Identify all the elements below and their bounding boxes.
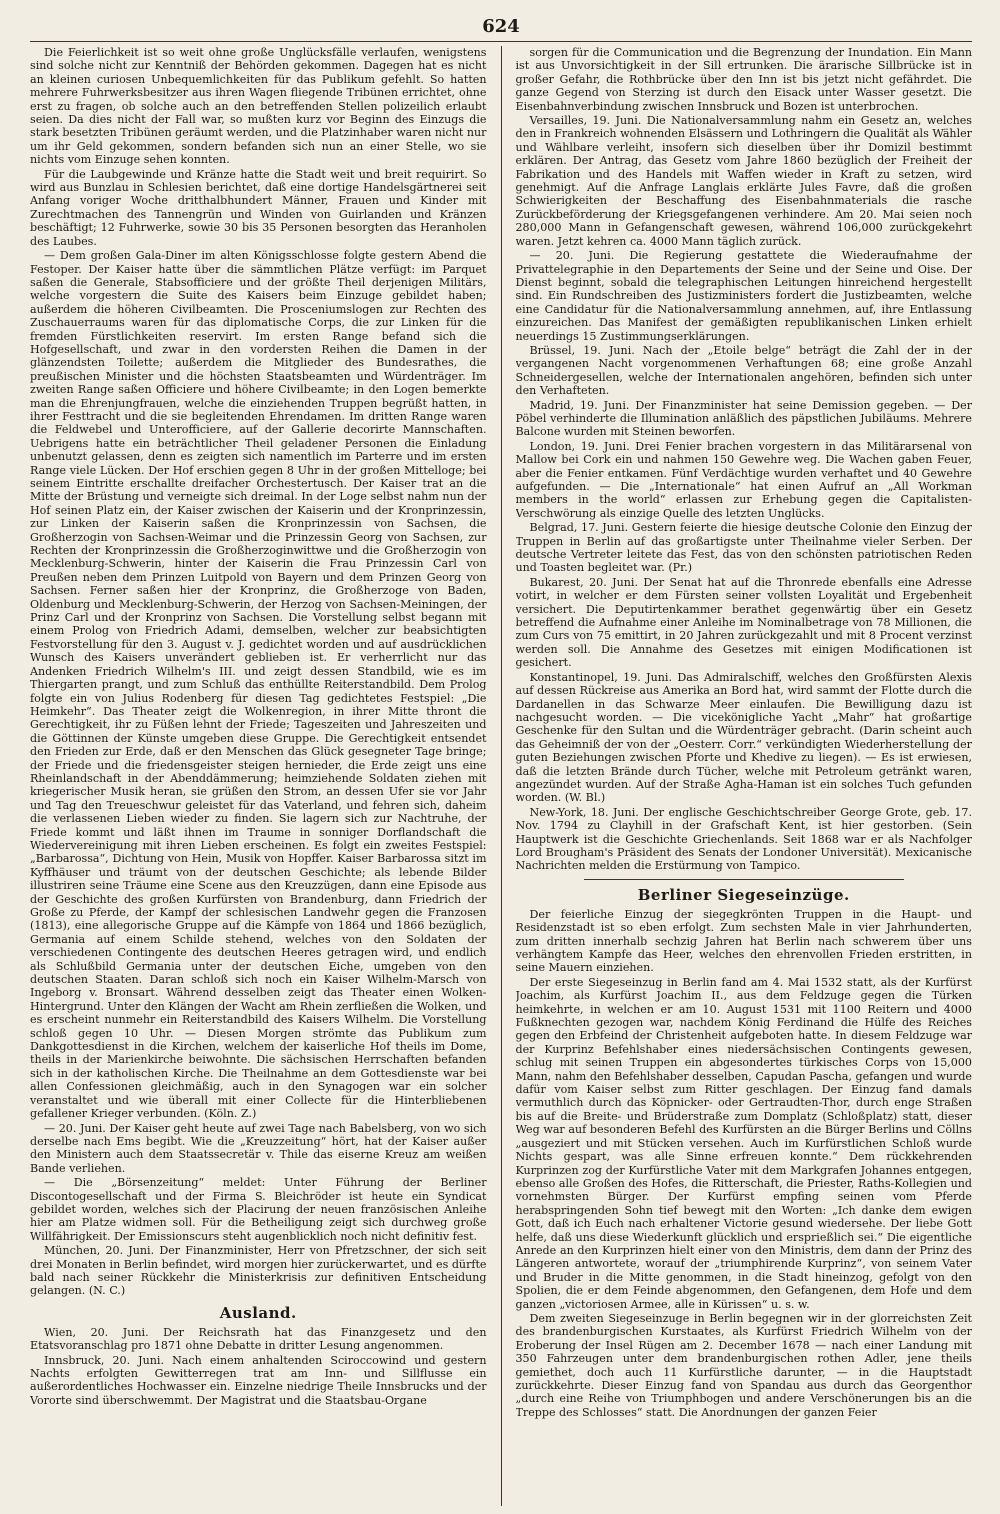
column-divider [501,46,502,1506]
article-paragraph: Brüssel, 19. Juni. Nach der „Etoile belge“ beträgt die Zahl der in der vergangenen Nacht vorgenommenen Verhaftungen 68; eine große Anzahl Schneidergesellen, welche der Internationalen angehören, befinden sich unter den Verhafteten. [515,343,972,398]
article-paragraph: Die Feierlichkeit ist so weit ohne große Unglücksfälle verlaufen, wenigstens sind solche nicht zur Kenntniß der Behörden gekommen. Dagegen hat es nicht an kleinen curiosen Unbequemlichkeiten für das Publikum gefehlt. So hatten mehrere Fuhrwerksbesitzer aus ihren Wagen fliegende Tribünen errichtet, ohne erst zu fragen, ob solche auch an den betreffenden Stellen polizeilich erlaubt seien. Da dies nicht der Fall war, so mußten kurz vor Beginn des Einzugs die stark besetzten Tribünen geräumt werden, und die Platzinhaber waren nicht nur um ihr Geld gekommen, sondern befanden sich nun an einer Stelle, wo sie nichts vom Einzuge sehen konnten. [30,46,487,167]
article-paragraph: — 20. Juni. Der Kaiser geht heute auf zwei Tage nach Babelsberg, von wo sich derselbe nach Ems begibt. Wie die „Kreuzzeitung“ hört, hat der Kaiser außer den Ministern auch dem Staatssecretär v. Thile das eiserne Kreuz am weißen Bande verliehen. [30,1121,487,1175]
article-paragraph: — Die „Börsenzeitung“ meldet: Unter Führung der Berliner Discontogesellschaft und der Firma S. Bleichröder ist heute ein Syndicat gebildet worden, welches sich der Placirung der neuen französischen Anleihe hier am Platze widmen soll. Für die Betheiligung zeigt sich durchweg große Willfährigkeit. Der Emissionscurs steht augenblicklich noch nicht definitiv fest. [30,1176,487,1243]
article-paragraph: Für die Laubgewinde und Kränze hatte die Stadt weit und breit requirirt. So wird aus Bunzlau in Schlesien berichtet, daß eine dortige Handelsgärtnerei seit Anfang voriger Woche dritthalbhundert Männer, Frauen und Kinder mit Zurechtmachen des Tannengrün und Winden von Guirlanden und Kränzen beschäftigt; 12 Fuhrwerke, sowie 30 bis 35 Personen besorgten das Heranholen des Laubes. [30,167,487,248]
article-paragraph: Konstantinopel, 19. Juni. Das Admiralschiff, welches den Großfürsten Alexis auf dessen Rückreise aus Amerika an Bord hat, wird sammt der Flotte durch die Dardanellen in das Schwarze Meer einlaufen. Die Bewilligung dazu ist nachgesucht worden. — Die vicekönigliche Yacht „Mahr“ hat großartige Geschenke für den Sultan und die Würdenträger gebracht. (Darin scheint auch das Geheimniß der von der „Oesterr. Corr.“ verkündigten Wiederherstellung der guten Beziehungen zwischen Pforte und Khedive zu liegen). — Es ist erwiesen, daß die letzten Brände durch Tücher, welche mit Petroleum getränkt waren, angezündet wurden. Auf der Straße Agha-Haman ist ein solches Tuch gefunden worden. (W. Bl.) [515,670,972,805]
article-paragraph: Innsbruck, 20. Juni. Nach einem anhaltenden Sciroccowind und gestern Nachts erfolgten Gewitterregen trat am Inn- und Sillflusse ein außerordentliches Hochwasser ein. Einzelne niedrige Theile Innsbrucks und der Vororte sind überschwemmt. Der Magistrat und die Staatsbau-Organe [30,1353,487,1407]
article-paragraph: Belgrad, 17. Juni. Gestern feierte die hiesige deutsche Colonie den Einzug der Truppen in Berlin auf das großartigste unter Theilnahme vieler Serben. Der deutsche Vertreter leitete das Fest, das von den schönsten patriotischen Reden und Toasten begleitet war. (Pr.) [515,521,972,575]
article-paragraph: Der feierliche Einzug der siegegkrönten Truppen in die Haupt- und Residenzstadt ist so eben erfolgt. Zum sechsten Male in vier Jahrhunderten, zum dritten innerhalb sechzig Jahren hat Berlin nach schwerem über uns verhängtem Kampfe das Heer, welches den ehrenvollen Frieden erstritten, in seine Mauern einziehen. [515,907,972,975]
page-number: 624 [482,16,520,37]
article-paragraph: London, 19. Juni. Drei Fenier brachen vorgestern in das Militärarsenal von Mallow bei Cork ein und nahmen 150 Gewehre weg. Die Wachen gaben Feuer, aber die Fenier entkamen. Fünf Verdächtige wurden verhaftet und 40 Gewehre aufgefunden. — Die „Internationale“ hat einen Aufruf an „All Workman members in the world“ erlassen zur Erhebung gegen die Capitalisten-Verschwörung als einzige Quelle des letzten Unglücks. [515,439,972,520]
article-paragraph: München, 20. Juni. Der Finanzminister, Herr von Pfretzschner, der sich seit drei Monaten in Berlin befindet, wird morgen hier zurückerwartet, und es dürfte bald nach seiner Rückkehr die Ministerkrisis zur definitiven Entscheidung gelangen. (N. C.) [30,1244,487,1298]
section-heading-siegeseinzuege: Berliner Siegeseinzüge. [637,885,850,904]
columns [30,46,972,1506]
article-paragraph: Der erste Siegeseinzug in Berlin fand am 4. Mai 1532 statt, als der Kurfürst Joachim, als Kurfürst Joachim II., aus dem Feldzuge gegen die Türken heimkehrte, in welchen er am 10. August 1531 mit 1100 Reitern und 4000 Fußknechten gezogen war, nachdem König Ferdinand die Hülfe des Reiches gegen den Erbfeind der Christenheit aufgeboten hatte. In diesem Feldzuge war der Kurprinz Befehlshaber eines niedersächsischen Contingents gewesen, schlug mit seinen Truppen ein abgesondertes türkisches Corps von 15,000 Mann, nahm den Befehlshaber desselben, Capudan Pascha, gefangen und wurde dafür vom Kaiser selbst zum Ritter geschlagen. Der Einzug fand damals vermuthlich durch das Köpnicker- oder Gertraudten-Thor, durch enge Straßen bis auf die Breite- und Brüderstraße zum Domplatz (Schloßplatz) statt, dieser Weg war auf besonderen Befehl des Kurfürsten an die Bürger Berlins und Cöllns „ausgeziert und mit Stücken versehen. Auch im Kurfürstlichen Schloß wurde Nichts gespart, was alle Sinne erfreuen konnte.“ Dem rückkehrenden Kurprinzen zog der Kurfürstliche Vater mit dem Markgrafen Johannes entgegen, ebenso alle Großen des Hofes, die Ritterschaft, die Priester, Raths-Kollegien und vornehmsten Bürger. Der Kurfürst empfing seinen vom Pferde herabspringenden Sohn tief bewegt mit den Worten: „Ich danke dem ewigen Gott, daß ich Euch nach erhaltener Victorie gesund wiedersehe. Der liebe Gott helfe, daß uns diese Wiederkunft glücklich und ersprießlich sei.“ Die eigentliche Anrede an den Kurprinzen hielt einer von den Ministris, dem dann der Prinz des Längeren antwortete, worauf der „triumphirende Kurprinz“, von seinem Vater und Bruder in die Mitte genommen, in die Stadt hineinzog, gefolgt von den Spolien, die er dem Feinde abgenommen, den Gefangenen, dem Hofe und dem ganzen „victoriosen Armee, alle in Kürissen“ u. s. w. [515,975,972,1311]
article-paragraph: sorgen für die Communication und die Begrenzung der Inundation. Ein Mann ist aus Unvorsichtigkeit in der Sill ertrunken. Die ärarische Sillbrücke ist in großer Gefahr, die Rothbrücke über den Inn ist bis jetzt nicht gefährdet. Die ganze Gegend von Sterzing ist durch den Eisack unter Wasser gesetzt. Die Eisenbahnverbindung zwischen Innsbruck und Bozen ist unterbrochen. [515,46,972,113]
section-heading-ausland: Ausland. [219,1303,297,1322]
article-paragraph: New-York, 18. Juni. Der englische Geschichtschreiber George Grote, geb. 17. Nov. 1794 zu Clayhill in der Grafschaft Kent, ist hier gestorben. (Sein Hauptwerk ist die Geschichte Griechenlands. Seit 1868 war er als Nachfolger Lord Brougham's Präsident des Senats der Londoner Universität). Mexicanische Nachrichten melden die Erstürmung von Tampico. [515,805,972,873]
header-rule [30,41,972,42]
article-paragraph: Madrid, 19. Juni. Der Finanzminister hat seine Demission gegeben. — Der Pöbel verhinderte die Illumination anläßlich des päpstlichen Jubiläums. Mehrere Balcone wurden mit Steinen beworfen. [515,398,972,439]
right-column [516,46,973,1506]
article-paragraph: Dem zweiten Siegeseinzuge in Berlin begegnen wir in der glorreichsten Zeit des brandenburgischen Kurstaates, als Kurfürst Friedrich Wilhelm von der Eroberung der Insel Rügen am 2. December 1678 — nach einer Landung mit 350 Fahrzeugen unter dem brandenburgischen rothen Adler, jene theils gemiethet, doch auch 11 Kurfürstliche darunter, — in die Hauptstadt zurückkehrte. Dieser Einzug fand von Spandau aus durch das Georgenthor „durch eine Reihe von Triumphbogen und andere Verschönerungen bis an die Treppe des Schlosses“ statt. Die Anordnungen der ganzen Feier [515,1311,972,1419]
left-column [30,46,487,1506]
article-paragraph: Wien, 20. Juni. Der Reichsrath hat das Finanzgesetz und den Etatsvoranschlag pro 1871 ohne Debatte in dritter Lesung angenommen. [30,1325,487,1353]
article-paragraph: — Dem großen Gala-Diner im alten Königsschlosse folgte gestern Abend die Festoper. Der Kaiser hatte über die sämmtlichen Plätze verfügt: im Parquet saßen die Generale, Stabsofficiere und der größte Theil derjenigen Militärs, welche vorgestern die Suite des Kaisers beim Einzuge gebildet haben; außerdem die höheren Civilbeamten. Die Prosceniumslogen zur Rechten des Zuschauerraums waren für das diplomatische Corps, die zur Linken für die fremden Fürstlichkeiten reservirt. Im ersten Range befand sich die Hofgesellschaft, und zwar in den vordersten Reihen die Damen in der glänzendsten Toilette; außerdem die Mitglieder des Bundesrathes, die preußischen Minister und die höchsten Staatsbeamten und Würdenträger. Im zweiten Range saßen Officiere und höhere Civilbeamte; in den Logen bemerkte man die Ehrenjungfrauen, welche die einziehenden Truppen begrüßt hatten, in ihrer Festtracht und die sie begleitenden Ehrendamen. Im dritten Range waren die Feldwebel und Unterofficiere, auf der Gallerie decorirte Mannschaften. Uebrigens hatte ein beträchtlicher Theil geladener Personen die Einladung unbenutzt gelassen, denn es zeigten sich namentlich im Parterre und im ersten Range viele Lücken. Der Hof erschien gegen 8 Uhr in der großen Mittelloge; bei seinem Eintritte erschallte dreifacher Orchestertusch. Der Kaiser trat an die Mitte der Brüstung und verneigte sich dreimal. In der Loge selbst nahm nun der Hof seinen Platz ein, der Kaiser zwischen der Kaiserin und der Kronprinzessin, zur Linken der Kaiserin saßen die Kronprinzessin von Sachsen, die Großherzogin von Sachsen-Weimar und die Prinzessin Georg von Sachsen, zur Rechten der Kronprinzessin die Großherzoginwittwe und die Großherzogin von Mecklenburg-Schwerin, hinter der Kaiserin die Frau Prinzessin Carl von Preußen neben dem Prinzen Luitpold von Bayern und dem Prinzen Georg von Sachsen. Ferner saßen hier der Kronprinz, die Großherzoge von Baden, Oldenburg und Mecklenburg-Schwerin, der Herzog von Sachsen-Meiningen, der Prinz Carl und der Kronprinz von Sachsen. Die Vorstellung selbst begann mit einem Prolog von Friedrich Adami, demselben, welcher zur beabsichtigten Festvorstellung für den 3. August v. J. gedichtet worden und auf ausdrücklichen Wunsch des Kaisers unverändert geblieben ist. Er verherrlicht nur das Andenken Friedrich Wilhelm's III. und zeigt dessen Standbild, wie es im Thiergarten prangt, und zum Schluß das enthüllte Reiterstandbild. Dem Prolog folgte ein von Julius Rodenberg für diesen Tag gedichtetes Festspiel: „Die Heimkehr“. Das Theater zeigt die Wolkenregion, in ihrer Mitte thront die Gerechtigkeit, ihr zu Füßen lehnt der Friede; Tageszeiten und Jahreszeiten und die Göttinnen der Künste umgeben diese Gruppe. Die Gerechtigkeit entsendet den Frieden zur Erde, daß er den Menschen das Glück gesegneter Tage bringe; der Friede und die friedensgeister steigen hernieder, die Erde zeigt uns eine Rheinlandschaft in der Abenddämmerung; heimziehende Soldaten ziehen mit kriegerischer Musik heran, sie grüßen den Strom, an dessen Ufer sie vor Jahr und Tag den Treueschwur geleistet für das Vaterland, und fehren sich, daheim die verlassenen Lieben wieder zu finden. Sie lagern sich zur Nachtruhe, der Friede kommt und läßt ihnen im Traume in sonniger Dorflandschaft die Wiedervereinigung mit ihren Lieben erscheinen. Es folgt ein zweites Festspiel: „Barbarossa“, Dichtung von Hein, Musik von Hopffer. Kaiser Barbarossa sitzt im Kyffhäuser und träumt von der deutschen Geschichte; als lebende Bilder illustriren seine Träume eine Scene aus den Kreuzzügen, dann eine Episode aus der Geschichte des großen Kurfürsten von Brandenburg, dann Friedrich der Große zu Pferde, der Kampf der schlesischen Landwehr gegen die Franzosen (1813), eine allegorische Gruppe auf die Kämpfe von 1864 und 1866 bezüglich, Germania auf einem Schilde stehend, welches von den Soldaten der verschiedenen Contingente des deutschen Heeres getragen wird, und endlich als Schlußbild Germania unter der deutschen Eiche, umgeben von den deutschen Staaten. Daran schloß sich noch ein Kaiser Wilhelm-Marsch von Ingeborg v. Bronsart. Während desselben zeigt das Theater einen Wolken-Hintergrund. Unter den Klängen der Wacht am Rhein zerfließen die Wolken, und es erscheint nunmehr ein Reiterstandbild des Kaisers Wilhelm. Die Vorstellung schloß gegen 10 Uhr. — Diesen Morgen strömte das Publikum zum Dankgottesdienst in die Kirchen, welchem der kaiserliche Hof theils im Dome, theils in der Marienkirche beiwohnte. Die sächsischen Herrschaften befanden sich in der katholischen Kirche. Die Theilnahme an dem Gottesdienste war bei allen Confessionen gleichmäßig, auch in den Synagogen war ein solcher veranstaltet und wie überall mit einer Collecte für die Hinterbliebenen gefallener Krieger verbunden. (Köln. Z.) [30,249,487,1121]
section-rule [584,879,904,880]
article-paragraph: Bukarest, 20. Juni. Der Senat hat auf die Thronrede ebenfalls eine Adresse votirt, in welcher er dem Fürsten seiner vollsten Loyalität und Ergebenheit versichert. Die Deputirtenkammer berathet gegenwärtig über ein Gesetz betreffend die Aufnahme einer Anleihe im Nominalbetrage von 78 Millionen, die zum Curs von 75 emittirt, in 20 Jahren zurückgezahlt und mit 8 Procent verzinst werden soll. Die Annahme des Gesetzes mit einigen Modificationen ist gesichert. [515,575,972,670]
article-paragraph: Versailles, 19. Juni. Die Nationalversammlung nahm ein Gesetz an, welches den in Frankreich wohnenden Elsässern und Lothringern die Qualität als Wähler und Wählbare verleiht, insofern sich dieselben über ihr Domizil bestimmt erklären. Der Antrag, das Gesetz vom Jahre 1860 bezüglich der Freiheit der Fabrikation und des Handels mit Waffen wieder in Kraft zu setzen, wird genehmigt. Auf die Anfrage Langlais erklärte Jules Favre, daß die großen Schwierigkeiten der Beschaffung des Eisenbahnmaterials die rasche Zurückbeförderung der Kriegsgefangenen verhindere. Am 20. Mai seien noch 280,000 Mann in Gefangenschaft gewesen, während 106,000 zurückgekehrt waren. Jetzt kehren ca. 4000 Mann täglich zurück. [515,114,972,248]
article-paragraph: — 20. Juni. Die Regierung gestattete die Wiederaufnahme der Privattelegraphie in den Departements der Seine und der Seine und Oise. Der Dienst beginnt, sobald die telegraphischen Leitungen hinreichend hergestellt sind. Ein Rundschreiben des Justizministers fordert die Justizbeamten, welche eine Candidatur für die Nationalversammlung annehmen, auf, ihre Entlassung einzureichen. Das Manifest der gemäßigten republikanischen Linken erhielt neuerdings 15 Zustimmungserklärungen. [515,249,972,343]
